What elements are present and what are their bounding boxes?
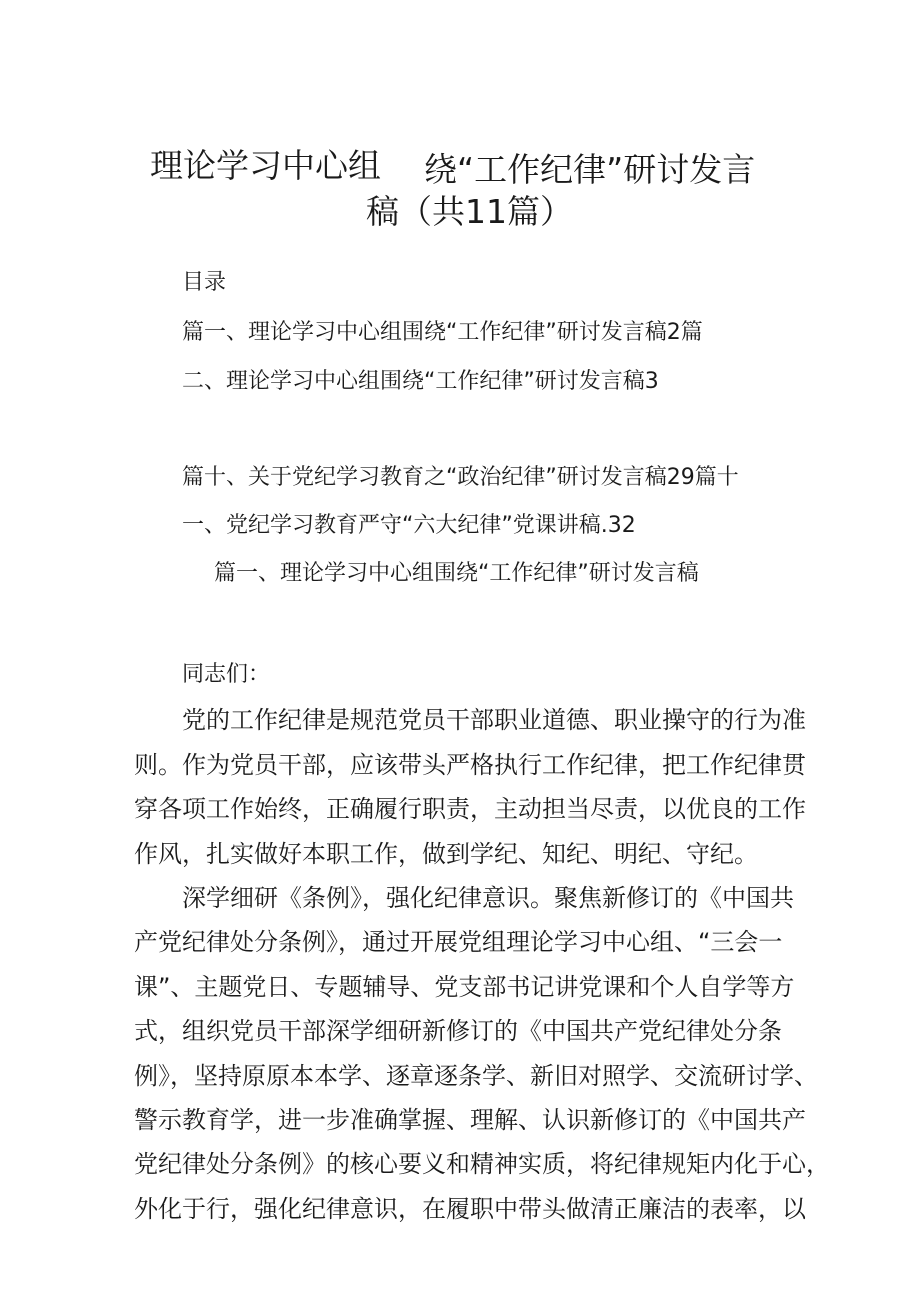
body-line: 党的工作纪律是规范党员干部职业道德、职业操守的行为准 bbox=[182, 706, 806, 734]
document-title-line2: 稿（共11篇） bbox=[366, 192, 573, 231]
toc-line: 一、党纪学习教育严守“六大纪律”党课讲稿.32 bbox=[182, 513, 636, 538]
toc-line: 二、理论学习中心组围绕“工作纪律”研讨发言稿3 bbox=[182, 369, 659, 394]
body-line: 外化于行，强化纪律意识，在履职中带头做清正廉洁的表率，以 bbox=[134, 1195, 806, 1223]
body-line: 式，组织党员干部深学细研新修订的《中国共产党纪律处分条 bbox=[134, 1017, 782, 1045]
document-title-part2: 绕“工作纪律”研讨发言 bbox=[424, 150, 756, 189]
body-line: 例》，坚持原原本本学、逐章逐条学、新旧对照学、交流研讨学、 bbox=[134, 1062, 818, 1090]
body-line: 产党纪律处分条例》，通过开展党组理论学习中心组、“三会一 bbox=[134, 928, 783, 956]
body-line: 课”、主题党日、专题辅导、党支部书记讲党课和个人自学等方 bbox=[134, 973, 795, 1001]
greeting: 同志们： bbox=[182, 662, 271, 687]
toc-line: 篇十、关于党纪学习教育之“政治纪律”研讨发言稿29篇十 bbox=[182, 465, 739, 490]
section-heading: 篇一、理论学习中心组围绕“工作纪律”研讨发言稿 bbox=[214, 561, 699, 586]
body-line: 作风，扎实做好本职工作，做到学纪、知纪、明纪、守纪。 bbox=[134, 840, 758, 868]
body-line: 则。作为党员干部，应该带头严格执行工作纪律，把工作纪律贯 bbox=[134, 751, 806, 779]
body-line: 党纪律处分条例》的核心要义和精神实质，将纪律规矩内化于心， bbox=[134, 1150, 830, 1178]
toc-heading: 目录 bbox=[182, 270, 227, 295]
body-line: 穿各项工作始终，正确履行职责，主动担当尽责，以优良的工作 bbox=[134, 795, 806, 823]
toc-line: 篇一、理论学习中心组围绕“工作纪律”研讨发言稿2篇 bbox=[182, 320, 703, 345]
body-line: 警示教育学，进一步准确掌握、理解、认识新修订的《中国共产 bbox=[134, 1106, 806, 1134]
document-title-part1: 理论学习中心组 bbox=[150, 146, 381, 185]
body-line: 深学细研《条例》，强化纪律意识。聚焦新修订的《中国共 bbox=[182, 884, 794, 912]
